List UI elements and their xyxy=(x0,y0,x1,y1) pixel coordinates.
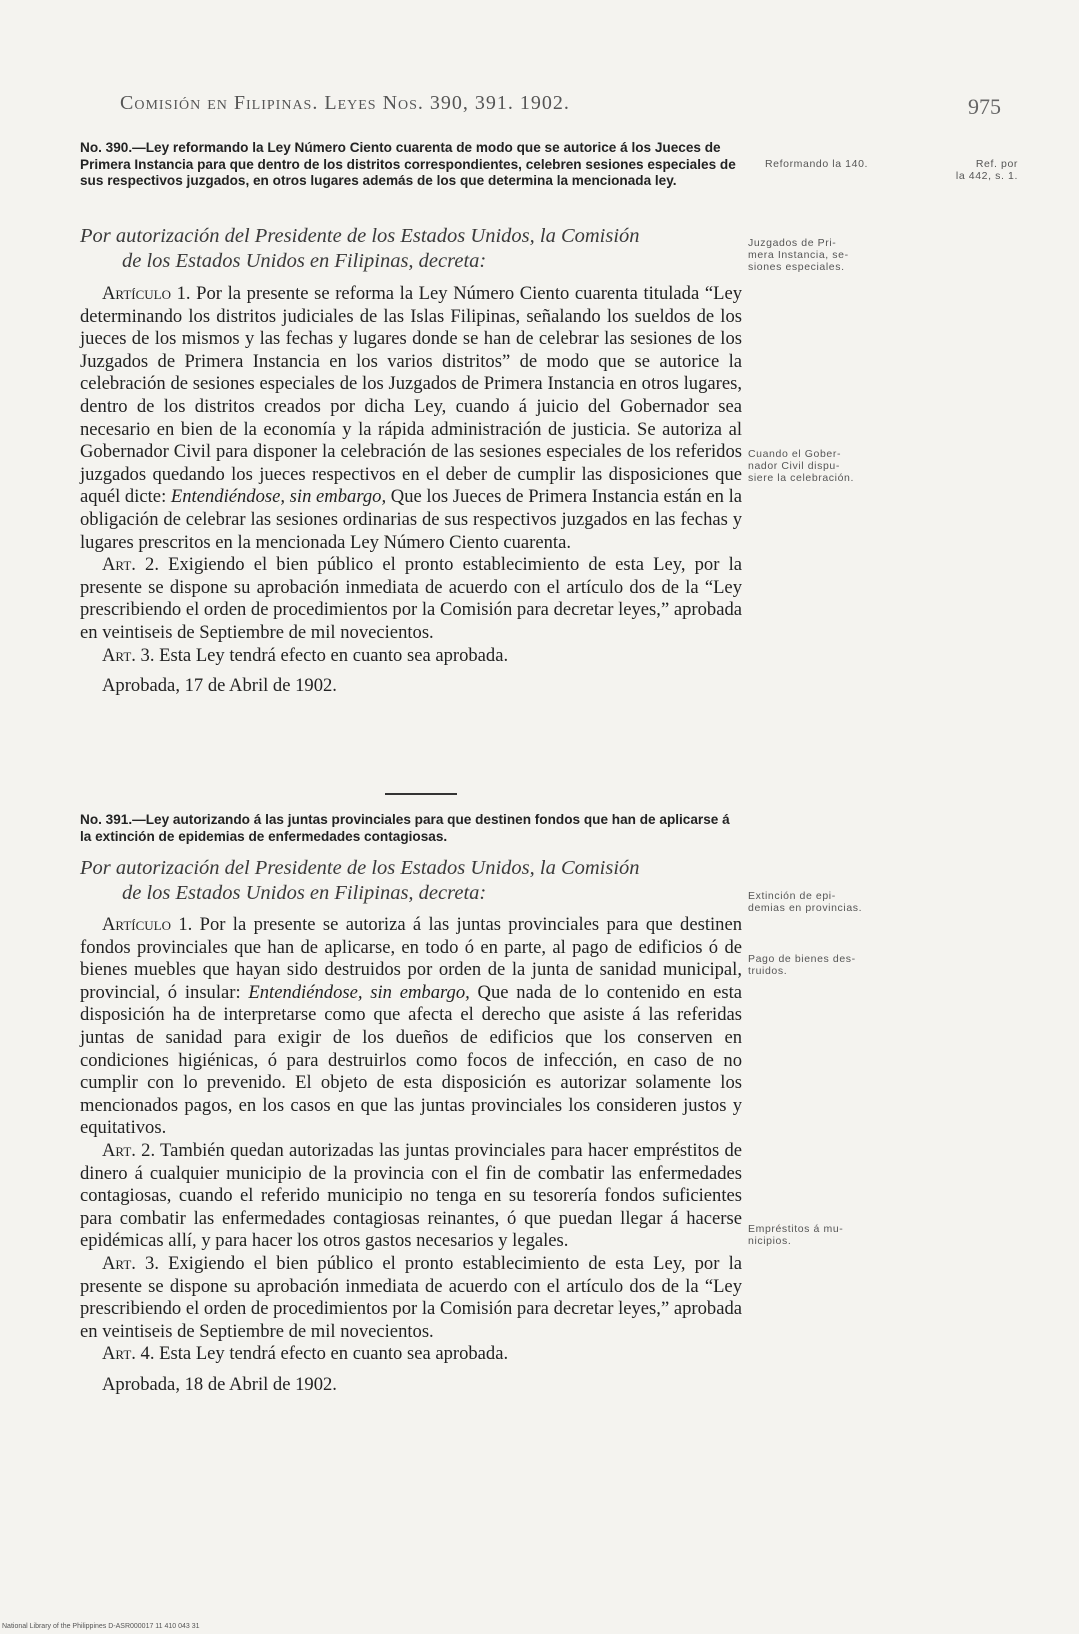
article-label: Art. 3. xyxy=(102,644,155,666)
law-390-article-1 xyxy=(80,283,742,554)
law-390-enacting-clause xyxy=(80,224,740,274)
margin-note-line: demias en provincias. xyxy=(748,902,863,914)
margin-note-line: siere la celebración. xyxy=(748,472,854,484)
article-text: Esta Ley tendrá efecto en cuanto sea aprobada. xyxy=(154,644,509,666)
proviso: Entendiéndose, sin embargo, xyxy=(170,486,387,508)
article-label: Art. 2. xyxy=(102,554,159,576)
margin-note-line: Reformando la 140. xyxy=(765,158,869,170)
law-391-article-3 xyxy=(80,1253,742,1343)
article-text: Exigiendo el bien público el pronto establecimiento de esta Ley, por la presente se dispone su aprobación inmediata de acuerdo con el artículo dos de la “Ley prescribiendo el orden de procedimientos por la Comisión para decretar leyes,” aprobada en veintiseis de Septiembre de mil novecientos. xyxy=(80,1252,742,1342)
margin-note-reforming xyxy=(765,158,868,170)
law-391-article-2 xyxy=(80,1140,742,1253)
law-391-enacting-clause xyxy=(80,856,740,906)
article-label: Artículo 1. xyxy=(102,914,193,935)
law-391-heading xyxy=(80,812,740,845)
article-text: Esta Ley tendrá efecto en cuanto sea aprobada. xyxy=(154,1343,509,1365)
margin-note-line: siones especiales. xyxy=(748,261,845,273)
page-number: 975 xyxy=(968,94,1001,119)
article-text: Que los Jueces de Primera Instancia están en la obligación de celebrar las sesiones ordinarias de sus respectivos juzgados en las fechas y lugares prescritos en la mencionada Ley Número Ciento cuarenta. xyxy=(80,486,743,553)
margin-note-reference xyxy=(922,158,1018,182)
article-text: Por la presente se reforma la Ley Número Ciento cuarenta titulada “Ley determinando los distritos judiciales de las Islas Filipinas, señalando los sueldos de los jueces de los mismos y las fechas y lugares donde se han de celebrar las sesiones de los Juzgados de Primera Instancia en los varios distritos” de modo que se autorice la celebración de sesiones especiales de los Juzgados de Primera Instancia en otros lugares, dentro de los distritos creados por dicha Ley, cuando á juicio del Gobernador sea necesario en bien de la economía y la rápida administración de justicia. Se autoriza al Gobernador Civil para disponer la celebración de las sesiones especiales de los referidos juzgados quedando los jueces respectivos en el deber de cumplir las disposiciones que aquél dicte: xyxy=(80,283,742,508)
law-391-approval-date: Aprobada, 18 de Abril de 1902. xyxy=(102,1373,337,1395)
margin-note-loans xyxy=(748,1223,918,1247)
article-text: También quedan autorizadas las juntas provinciales para hacer empréstitos de dinero á cualquier municipio de la provincia con el fin de combatir las enfermedades contagiosas, cuando el referido municipio no tenga en su tesorería fondos suficientes para combatir las enfermedades contagiosas reinantes, ó que puedan llegar á hacerse epidémicas allí, y para hacer los otros gastos necesarios y legales. xyxy=(80,1139,742,1252)
margin-note-line: Juzgados de Pri- xyxy=(748,237,837,249)
law-391-enacting-line-1: Por autorización del Presidente de los Estados Unidos, la Comisión xyxy=(80,857,640,879)
scan-footer: National Library of the Philippines D-ASR000017 11 410 043 31 xyxy=(2,1623,200,1630)
article-text: Por la presente se autoriza á las juntas provinciales para que destinen fondos provinciales que han de aplicarse, en todo ó en parte, al pago de edificios ó de bienes muebles que hayan sido destruidos por orden de la junta de sanidad municipal, provincial, ó insular: xyxy=(80,914,742,1003)
margin-note-line: Extinción de epi- xyxy=(748,890,836,902)
law-390-enacting-line-2: de los Estados Unidos en Filipinas, decreta: xyxy=(122,250,487,272)
margin-note-line: Pago de bienes des- xyxy=(748,953,856,965)
law-390-body xyxy=(80,283,742,698)
law-390-article-2 xyxy=(80,554,742,644)
article-label: Art. 3. xyxy=(102,1252,159,1274)
article-label: Art. 2. xyxy=(102,1139,156,1161)
margin-note-epidemics xyxy=(748,890,918,914)
margin-note-line: Empréstitos á mu- xyxy=(748,1223,844,1235)
law-390-title: —Ley reformando la Ley Número Ciento cuarenta de modo que se autorice á los Jueces de Primera Instancia para que dentro de los distritos correspondientes, celebren sesiones especiales de sus respectivos juzgados, en otros lugares además de los que determina la mencionada ley. xyxy=(80,140,736,188)
law-391-title: —Ley autorizando á las juntas provinciales para que destinen fondos que han de aplicarse á la extinción de epidemias de enfermedades contagiosas. xyxy=(80,812,730,844)
law-391-article-4 xyxy=(80,1343,742,1366)
margin-note-line: nicipios. xyxy=(748,1235,792,1247)
law-391-number: No. 391. xyxy=(80,812,133,827)
margin-note-line: Cuando el Gober- xyxy=(748,448,842,460)
article-label: Art. 4. xyxy=(102,1343,155,1365)
law-391-enacting-line-2: de los Estados Unidos en Filipinas, decreta: xyxy=(122,882,487,904)
running-head: Comisión en Filipinas. Leyes Nos. 390, 391. 1902. xyxy=(120,92,570,114)
law-391-article-1 xyxy=(80,914,742,1140)
article-text: Que nada de lo contenido en esta disposición ha de interpretarse como que afecta el derecho que asiste á las referidas juntas de sanidad para exigir de los dueños de edificios que los conserven en condiciones higiénicas, ó para destruirlos como focos de infección, en caso de no cumplir con lo prevenido. El objeto de esta disposición es autorizar solamente los mencionados pagos, en los casos en que las juntas provinciales los consideren justos y equitativos. xyxy=(80,981,742,1139)
margin-note-line: la 442, s. 1. xyxy=(955,170,1018,182)
law-390-number: No. 390. xyxy=(80,140,133,155)
margin-note-line: nador Civil dispu- xyxy=(748,460,840,472)
margin-note-special-sessions xyxy=(748,237,913,273)
margin-note-line: mera Instancia, se- xyxy=(748,249,849,261)
law-390-heading xyxy=(80,140,740,190)
proviso: Entendiéndose, sin embargo, xyxy=(248,981,470,1003)
law-391-body xyxy=(80,914,742,1396)
section-divider xyxy=(385,793,457,795)
law-390-enacting-line-1: Por autorización del Presidente de los Estados Unidos, la Comisión xyxy=(80,225,640,247)
article-label: Artículo 1. xyxy=(102,283,191,304)
law-390-article-3 xyxy=(80,645,742,668)
margin-note-destroyed-property xyxy=(748,953,918,977)
margin-note-line: truidos. xyxy=(748,965,788,977)
law-390-approval-date: Aprobada, 17 de Abril de 1902. xyxy=(102,675,337,697)
margin-note-line: Ref. por xyxy=(975,158,1018,170)
article-text: Exigiendo el bien público el pronto establecimiento de esta Ley, por la presente se dispone su aprobación inmediata de acuerdo con el artículo dos de la “Ley prescribiendo el orden de procedimientos por la Comisión para decretar leyes,” aprobada en veintiseis de Septiembre de mil novecientos. xyxy=(80,554,742,643)
margin-note-governor xyxy=(748,448,918,484)
